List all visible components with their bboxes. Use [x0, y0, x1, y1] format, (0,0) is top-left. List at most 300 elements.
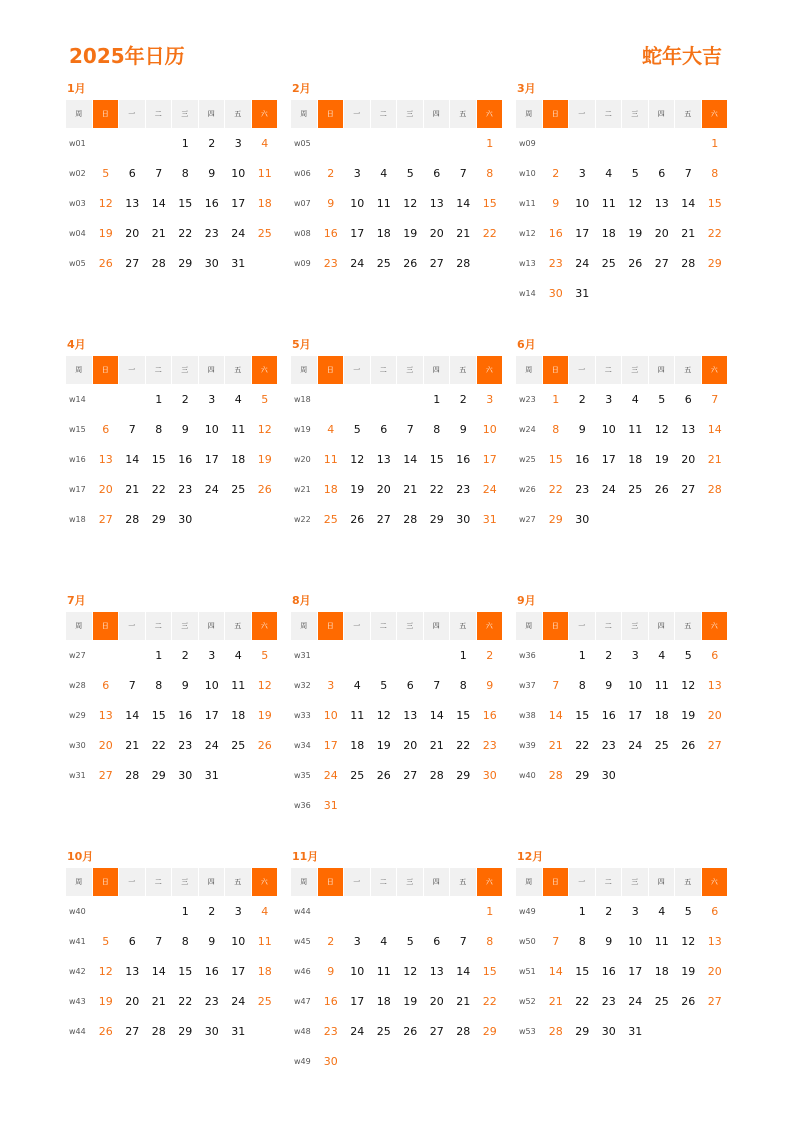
day-cell: 11	[628, 422, 643, 436]
week-number: w46	[294, 966, 311, 976]
day-cell: 4	[327, 422, 335, 436]
day-cell: 8	[578, 934, 586, 948]
weekday-header: 一	[344, 612, 371, 640]
day-cell: 2	[552, 166, 560, 180]
week-row	[516, 640, 728, 670]
day-cell: 26	[98, 256, 113, 270]
week-row	[516, 188, 728, 218]
weekday-header: 三	[622, 868, 649, 896]
day-cell: 15	[482, 964, 497, 978]
day-cell: 7	[552, 934, 560, 948]
day-cell: 17	[204, 452, 219, 466]
day-cell: 25	[628, 482, 643, 496]
day-cell: 27	[98, 768, 113, 782]
day-cell: 14	[456, 196, 471, 210]
week-row	[66, 760, 278, 790]
week-number: w06	[294, 168, 311, 178]
weekday-header-row	[516, 100, 728, 128]
week-number: w16	[69, 454, 86, 464]
day-cell: 7	[128, 678, 136, 692]
week-number-header: 周	[291, 100, 318, 128]
week-row	[291, 640, 503, 670]
week-row	[516, 926, 728, 956]
day-cell: 18	[350, 738, 365, 752]
day-cell: 17	[350, 994, 365, 1008]
day-cell: 7	[684, 166, 692, 180]
day-cell: 12	[654, 422, 669, 436]
week-number: w18	[69, 514, 86, 524]
weekday-header: 五	[450, 100, 477, 128]
day-cell: 7	[459, 934, 467, 948]
week-number: w03	[69, 198, 86, 208]
week-row	[291, 128, 503, 158]
day-cell: 28	[548, 768, 563, 782]
day-cell: 28	[125, 512, 140, 526]
weekday-header: 三	[622, 356, 649, 384]
day-cell: 31	[482, 512, 497, 526]
day-cell: 4	[605, 166, 613, 180]
day-cell: 17	[628, 964, 643, 978]
day-cell: 24	[628, 738, 643, 752]
day-cell: 10	[204, 422, 219, 436]
day-cell: 30	[548, 286, 563, 300]
day-cell: 11	[323, 452, 338, 466]
weekday-header-row	[66, 868, 278, 896]
day-cell: 21	[548, 738, 563, 752]
week-number: w45	[294, 936, 311, 946]
page-title: 2025年日历	[69, 44, 185, 68]
day-cell: 8	[181, 934, 189, 948]
week-number: w27	[519, 514, 536, 524]
day-cell: 26	[403, 256, 418, 270]
day-cell: 26	[628, 256, 643, 270]
day-cell: 3	[605, 392, 613, 406]
day-cell: 15	[456, 708, 471, 722]
day-cell: 10	[204, 678, 219, 692]
weekday-header: 六	[702, 356, 729, 384]
day-cell: 1	[486, 904, 494, 918]
day-cell: 21	[151, 226, 166, 240]
week-number: w23	[519, 394, 536, 404]
month-label: 9月	[517, 594, 536, 607]
weekday-header: 五	[450, 356, 477, 384]
weekday-header-row	[516, 612, 728, 640]
week-number: w08	[294, 228, 311, 238]
day-cell: 25	[601, 256, 616, 270]
weekday-header: 一	[119, 612, 146, 640]
weekday-header: 二	[371, 356, 398, 384]
day-cell: 29	[151, 768, 166, 782]
day-cell: 6	[102, 422, 110, 436]
weekday-header: 四	[199, 868, 226, 896]
day-cell: 25	[376, 256, 391, 270]
day-cell: 27	[707, 994, 722, 1008]
day-cell: 13	[429, 964, 444, 978]
day-cell: 27	[98, 512, 113, 526]
day-cell: 17	[482, 452, 497, 466]
day-cell: 13	[376, 452, 391, 466]
weekday-header: 二	[596, 612, 623, 640]
day-cell: 3	[631, 904, 639, 918]
day-cell: 8	[552, 422, 560, 436]
day-cell: 5	[102, 934, 110, 948]
day-cell: 22	[548, 482, 563, 496]
weekday-header: 四	[424, 868, 451, 896]
month-label: 12月	[517, 850, 544, 863]
month-label: 8月	[292, 594, 311, 607]
day-cell: 31	[204, 768, 219, 782]
weekday-header: 四	[649, 100, 676, 128]
week-number: w33	[294, 710, 311, 720]
day-cell: 7	[433, 678, 441, 692]
day-cell: 10	[231, 166, 246, 180]
day-cell: 10	[482, 422, 497, 436]
day-cell: 11	[257, 934, 272, 948]
day-cell: 15	[151, 708, 166, 722]
day-cell: 9	[327, 196, 335, 210]
day-cell: 24	[601, 482, 616, 496]
day-cell: 24	[204, 482, 219, 496]
day-cell: 6	[658, 166, 666, 180]
week-row	[516, 384, 728, 414]
day-cell: 1	[181, 904, 189, 918]
day-cell: 8	[459, 678, 467, 692]
day-cell: 12	[403, 196, 418, 210]
day-cell: 21	[125, 482, 140, 496]
week-number: w17	[69, 484, 86, 494]
day-cell: 3	[208, 392, 216, 406]
weekday-header: 三	[172, 100, 199, 128]
day-cell: 25	[376, 1024, 391, 1038]
month-block	[291, 334, 503, 534]
day-cell: 5	[380, 678, 388, 692]
week-number: w36	[519, 650, 536, 660]
week-number: w07	[294, 198, 311, 208]
day-cell: 17	[350, 226, 365, 240]
day-cell: 25	[654, 738, 669, 752]
weekday-header: 六	[477, 868, 504, 896]
weekday-header: 五	[675, 356, 702, 384]
day-cell: 28	[151, 1024, 166, 1038]
weekday-header: 一	[569, 612, 596, 640]
week-number: w40	[69, 906, 86, 916]
day-cell: 13	[125, 196, 140, 210]
day-cell: 5	[631, 166, 639, 180]
weekday-header: 六	[477, 612, 504, 640]
day-cell: 13	[98, 452, 113, 466]
day-cell: 6	[711, 904, 719, 918]
day-cell: 1	[578, 648, 586, 662]
weekday-header-row	[516, 356, 728, 384]
week-number: w43	[69, 996, 86, 1006]
weekday-header: 四	[649, 612, 676, 640]
weekday-header: 三	[172, 612, 199, 640]
month-block	[66, 846, 278, 1046]
day-cell: 30	[178, 768, 193, 782]
week-number-header: 周	[291, 356, 318, 384]
day-cell: 18	[231, 452, 246, 466]
day-cell: 11	[231, 678, 246, 692]
day-cell: 29	[178, 256, 193, 270]
day-cell: 27	[654, 256, 669, 270]
weekday-header: 一	[119, 356, 146, 384]
weekday-header: 四	[649, 868, 676, 896]
week-row	[516, 504, 728, 534]
day-cell: 14	[548, 964, 563, 978]
week-row	[516, 896, 728, 926]
page-header	[0, 0, 794, 70]
day-cell: 20	[125, 226, 140, 240]
week-number: w24	[519, 424, 536, 434]
month-block	[291, 590, 503, 820]
weekday-header: 六	[477, 356, 504, 384]
month-block	[66, 78, 278, 278]
day-cell: 12	[257, 678, 272, 692]
week-row	[516, 760, 728, 790]
day-cell: 27	[429, 1024, 444, 1038]
week-number: w49	[294, 1056, 311, 1066]
month-block	[516, 334, 728, 534]
week-row	[516, 670, 728, 700]
week-number: w38	[519, 710, 536, 720]
weekday-header: 五	[225, 868, 252, 896]
day-cell: 27	[376, 512, 391, 526]
day-cell: 5	[406, 934, 414, 948]
day-cell: 8	[486, 166, 494, 180]
day-cell: 12	[376, 708, 391, 722]
day-cell: 1	[181, 136, 189, 150]
weekday-header: 六	[252, 356, 279, 384]
day-cell: 9	[327, 964, 335, 978]
day-cell: 13	[125, 964, 140, 978]
day-cell: 19	[350, 482, 365, 496]
weekday-header: 三	[622, 612, 649, 640]
day-cell: 16	[323, 994, 338, 1008]
day-cell: 5	[406, 166, 414, 180]
day-cell: 9	[486, 678, 494, 692]
day-cell: 13	[654, 196, 669, 210]
day-cell: 3	[327, 678, 335, 692]
day-cell: 4	[631, 392, 639, 406]
day-cell: 29	[707, 256, 722, 270]
day-cell: 20	[98, 738, 113, 752]
week-number: w22	[294, 514, 311, 524]
weekday-header: 日	[318, 612, 345, 640]
day-cell: 5	[353, 422, 361, 436]
week-row	[516, 986, 728, 1016]
day-cell: 21	[707, 452, 722, 466]
day-cell: 28	[707, 482, 722, 496]
weekday-header: 六	[702, 100, 729, 128]
day-cell: 3	[234, 904, 242, 918]
week-number: w52	[519, 996, 536, 1006]
weekday-header: 一	[344, 100, 371, 128]
day-cell: 15	[707, 196, 722, 210]
day-cell: 18	[601, 226, 616, 240]
day-cell: 8	[155, 678, 163, 692]
weekday-header-row	[66, 612, 278, 640]
day-cell: 2	[605, 648, 613, 662]
day-cell: 24	[628, 994, 643, 1008]
month-label: 7月	[67, 594, 86, 607]
week-row	[291, 158, 503, 188]
day-cell: 30	[204, 1024, 219, 1038]
day-cell: 28	[456, 256, 471, 270]
day-cell: 16	[548, 226, 563, 240]
day-cell: 3	[353, 934, 361, 948]
week-number: w05	[294, 138, 311, 148]
day-cell: 2	[208, 904, 216, 918]
day-cell: 14	[429, 708, 444, 722]
week-row	[66, 1016, 278, 1046]
month-block	[516, 590, 728, 790]
week-row	[291, 188, 503, 218]
weekday-header: 三	[622, 100, 649, 128]
day-cell: 29	[429, 512, 444, 526]
weekday-header-row	[66, 100, 278, 128]
week-number: w13	[519, 258, 536, 268]
day-cell: 27	[125, 1024, 140, 1038]
week-row	[291, 670, 503, 700]
day-cell: 7	[406, 422, 414, 436]
week-number: w26	[519, 484, 536, 494]
day-cell: 30	[204, 256, 219, 270]
day-cell: 24	[231, 994, 246, 1008]
day-cell: 5	[684, 648, 692, 662]
week-number: w28	[69, 680, 86, 690]
week-number-header: 周	[66, 612, 93, 640]
weekday-header: 五	[675, 868, 702, 896]
day-cell: 21	[125, 738, 140, 752]
day-cell: 4	[658, 904, 666, 918]
week-number: w35	[294, 770, 311, 780]
day-cell: 22	[575, 994, 590, 1008]
week-number: w20	[294, 454, 311, 464]
day-cell: 26	[350, 512, 365, 526]
day-cell: 24	[204, 738, 219, 752]
day-cell: 31	[323, 798, 338, 812]
day-cell: 4	[380, 166, 388, 180]
week-row	[66, 956, 278, 986]
day-cell: 10	[350, 196, 365, 210]
day-cell: 15	[575, 964, 590, 978]
week-number: w48	[294, 1026, 311, 1036]
day-cell: 6	[380, 422, 388, 436]
day-cell: 15	[178, 196, 193, 210]
week-row	[66, 926, 278, 956]
day-cell: 19	[257, 452, 272, 466]
day-cell: 3	[631, 648, 639, 662]
weekday-header: 日	[318, 100, 345, 128]
weekday-header: 五	[225, 356, 252, 384]
weekday-header-row	[291, 356, 503, 384]
week-row	[516, 218, 728, 248]
week-row	[291, 504, 503, 534]
day-cell: 4	[353, 678, 361, 692]
day-cell: 24	[482, 482, 497, 496]
day-cell: 19	[376, 738, 391, 752]
day-cell: 12	[257, 422, 272, 436]
day-cell: 21	[681, 226, 696, 240]
day-cell: 14	[681, 196, 696, 210]
day-cell: 4	[261, 904, 269, 918]
day-cell: 5	[102, 166, 110, 180]
day-cell: 24	[350, 256, 365, 270]
day-cell: 3	[578, 166, 586, 180]
day-cell: 4	[658, 648, 666, 662]
week-number: w41	[69, 936, 86, 946]
weekday-header: 三	[172, 356, 199, 384]
day-cell: 3	[486, 392, 494, 406]
day-cell: 2	[181, 648, 189, 662]
day-cell: 25	[350, 768, 365, 782]
day-cell: 16	[204, 964, 219, 978]
week-number-header: 周	[516, 612, 543, 640]
day-cell: 13	[403, 708, 418, 722]
week-row	[291, 986, 503, 1016]
day-cell: 18	[231, 708, 246, 722]
day-cell: 22	[482, 226, 497, 240]
week-row	[66, 188, 278, 218]
day-cell: 3	[234, 136, 242, 150]
weekday-header: 二	[146, 612, 173, 640]
weekday-header: 日	[318, 868, 345, 896]
week-row	[291, 760, 503, 790]
week-row	[66, 384, 278, 414]
day-cell: 10	[601, 422, 616, 436]
day-cell: 26	[257, 482, 272, 496]
day-cell: 17	[231, 964, 246, 978]
day-cell: 16	[601, 708, 616, 722]
week-number: w11	[519, 198, 536, 208]
day-cell: 9	[605, 678, 613, 692]
day-cell: 2	[208, 136, 216, 150]
day-cell: 29	[482, 1024, 497, 1038]
weekday-header: 三	[397, 100, 424, 128]
week-number: w05	[69, 258, 86, 268]
day-cell: 26	[98, 1024, 113, 1038]
day-cell: 16	[178, 708, 193, 722]
day-cell: 23	[548, 256, 563, 270]
weekday-header: 一	[569, 356, 596, 384]
day-cell: 12	[98, 964, 113, 978]
day-cell: 10	[575, 196, 590, 210]
week-number-header: 周	[291, 868, 318, 896]
day-cell: 11	[257, 166, 272, 180]
day-cell: 30	[482, 768, 497, 782]
day-cell: 12	[350, 452, 365, 466]
day-cell: 21	[429, 738, 444, 752]
week-number: w14	[69, 394, 86, 404]
week-number-header: 周	[66, 100, 93, 128]
day-cell: 16	[178, 452, 193, 466]
weekday-header: 一	[119, 868, 146, 896]
day-cell: 5	[261, 392, 269, 406]
day-cell: 20	[429, 994, 444, 1008]
week-number: w36	[294, 800, 311, 810]
day-cell: 20	[376, 482, 391, 496]
day-cell: 11	[654, 678, 669, 692]
day-cell: 23	[575, 482, 590, 496]
day-cell: 10	[350, 964, 365, 978]
day-cell: 14	[125, 452, 140, 466]
day-cell: 12	[403, 964, 418, 978]
day-cell: 4	[234, 392, 242, 406]
day-cell: 3	[208, 648, 216, 662]
weekday-header: 一	[344, 868, 371, 896]
day-cell: 8	[711, 166, 719, 180]
week-row	[66, 218, 278, 248]
